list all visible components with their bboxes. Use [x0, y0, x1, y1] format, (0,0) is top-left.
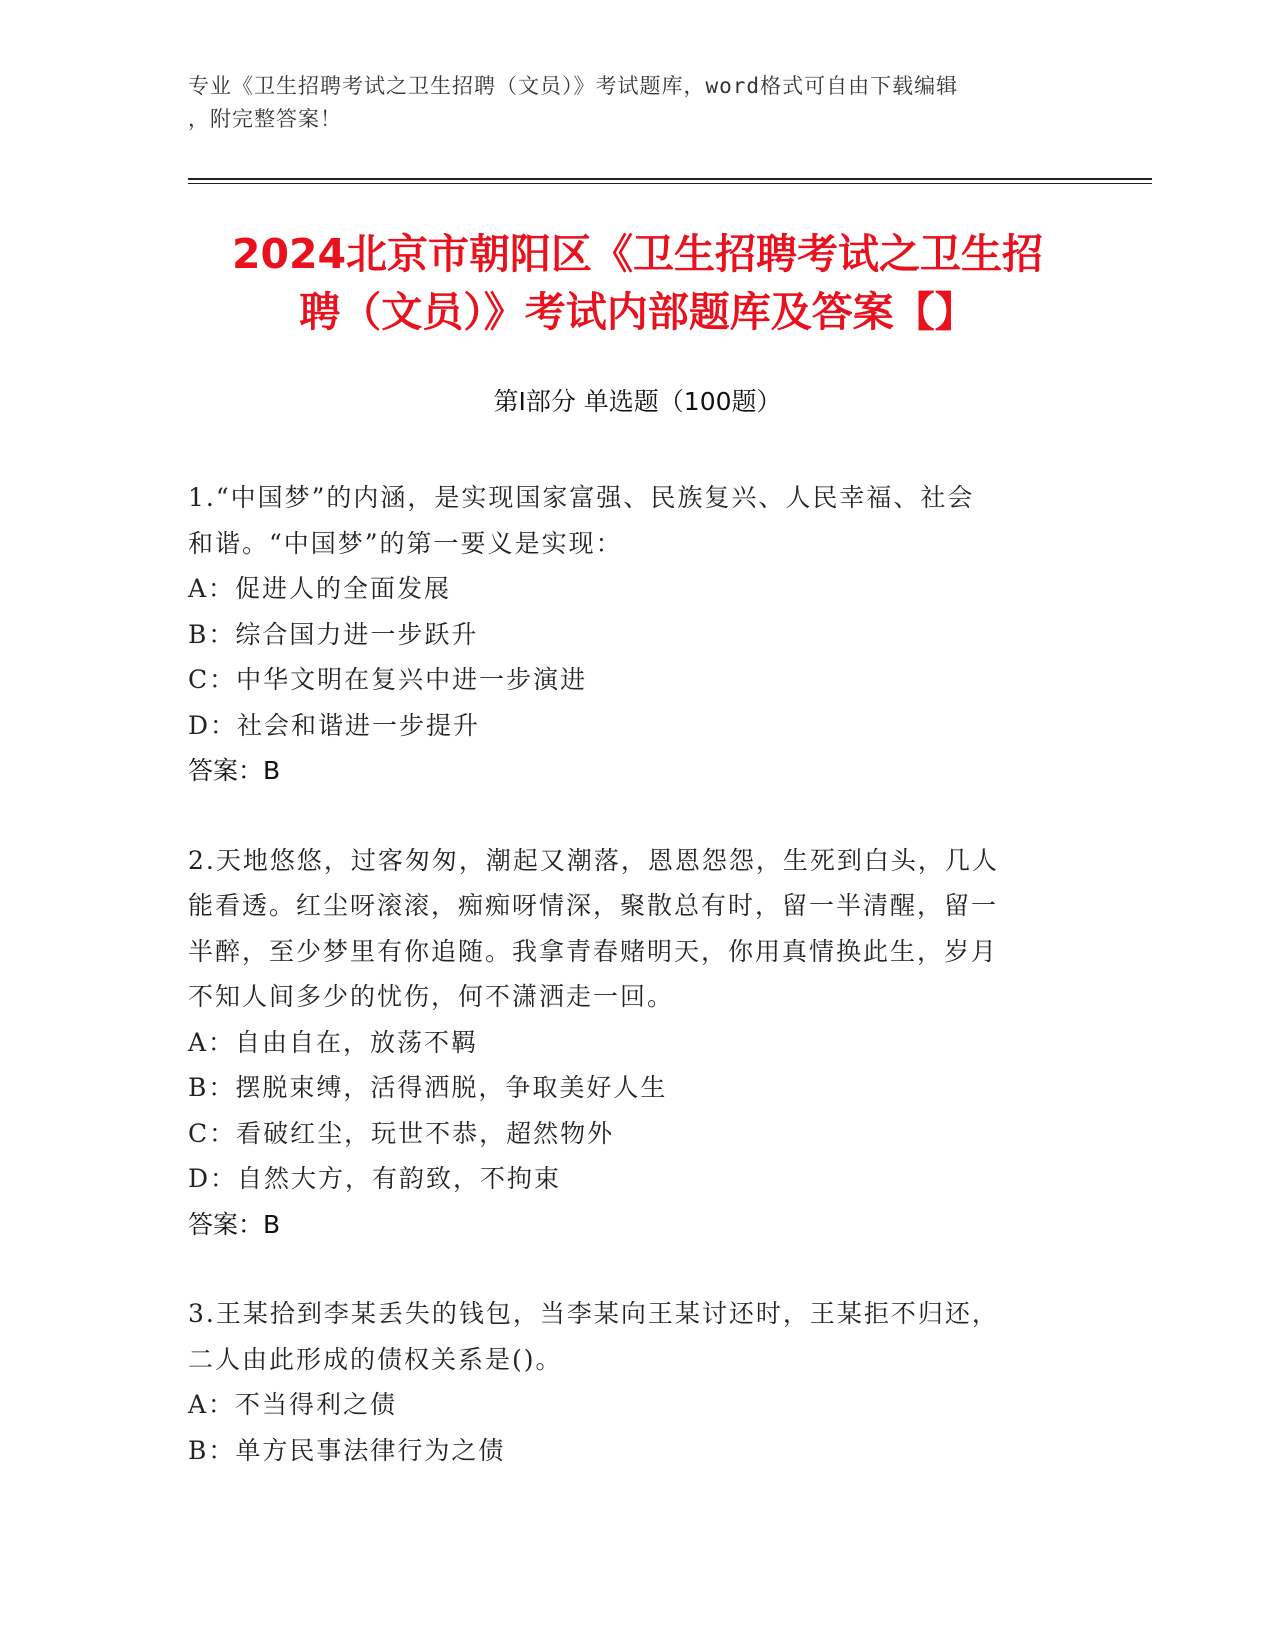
- option-a: A：不当得利之债: [188, 1390, 398, 1419]
- option-a: A：自由自在，放荡不羁: [188, 1027, 479, 1057]
- section-title: 第Ⅰ部分 单选题（100题）: [493, 387, 782, 416]
- option-c: C：看破红尘，玩世不恭，超然物外: [188, 1118, 615, 1148]
- question-stem-line: 和谐。“中国梦”的第一要义是实现：: [188, 528, 623, 558]
- option-b: B：摆脱束缚，活得洒脱，争取美好人生: [188, 1073, 668, 1102]
- question-stem: [188, 475, 1068, 566]
- header-divider-thin: [188, 183, 1152, 184]
- question-stem-line: 2.天地悠悠，过客匆匆，潮起又潮落，恩恩怨怨，生死到白头，几人: [188, 845, 999, 875]
- question-list: [188, 475, 1068, 1517]
- header-note-line: 专业《卫生招聘考试之卫生招聘（文员）》考试题库，word格式可自由下载编辑: [188, 74, 959, 98]
- document-title: [160, 225, 1115, 341]
- answer: 答案：B: [188, 1209, 281, 1239]
- answer: 答案：B: [188, 756, 281, 785]
- option-a: A：促进人的全面发展: [188, 574, 452, 603]
- question-stem: [188, 1291, 1068, 1382]
- question-stem-line: 半醉，至少梦里有你追随。我拿青春赌明天，你用真情换此生，岁月: [188, 936, 999, 966]
- question-stem-line: 3.王某拾到李某丢失的钱包，当李某向王某讨还时，王某拒不归还，: [188, 1299, 999, 1328]
- question-1: [188, 475, 1068, 794]
- option-c: C：中华文明在复兴中进一步演进: [188, 665, 588, 694]
- question-stem: [188, 838, 1068, 1020]
- question-3: [188, 1291, 1068, 1473]
- question-stem-line: 二人由此形成的债权关系是()。: [188, 1344, 563, 1374]
- option-d: D：社会和谐进一步提升: [188, 710, 481, 740]
- document-title-line: 2024北京市朝阳区《卫生招聘考试之卫生招: [231, 230, 1044, 278]
- question-stem-line: 不知人间多少的忧伤，何不潇洒走一回。: [188, 982, 675, 1011]
- document-title-line: 聘（文员）》考试内部题库及答案【】: [299, 288, 976, 336]
- header-divider: [188, 178, 1152, 180]
- option-b: B：单方民事法律行为之债: [188, 1435, 506, 1465]
- header-note: [188, 70, 1068, 136]
- question-stem-line: 能看透。红尘呀滚滚，痴痴呀情深，聚散总有时，留一半清醒，留一: [188, 891, 999, 920]
- question-stem-line: 1.“中国梦”的内涵，是实现国家富强、民族复兴、人民幸福、社会: [188, 483, 975, 512]
- header-note-line: ，附完整答案！: [188, 107, 342, 131]
- option-d: D：自然大方，有韵致，不拘束: [188, 1164, 562, 1193]
- option-b: B：综合国力进一步跃升: [188, 619, 479, 649]
- question-2: [188, 838, 1068, 1248]
